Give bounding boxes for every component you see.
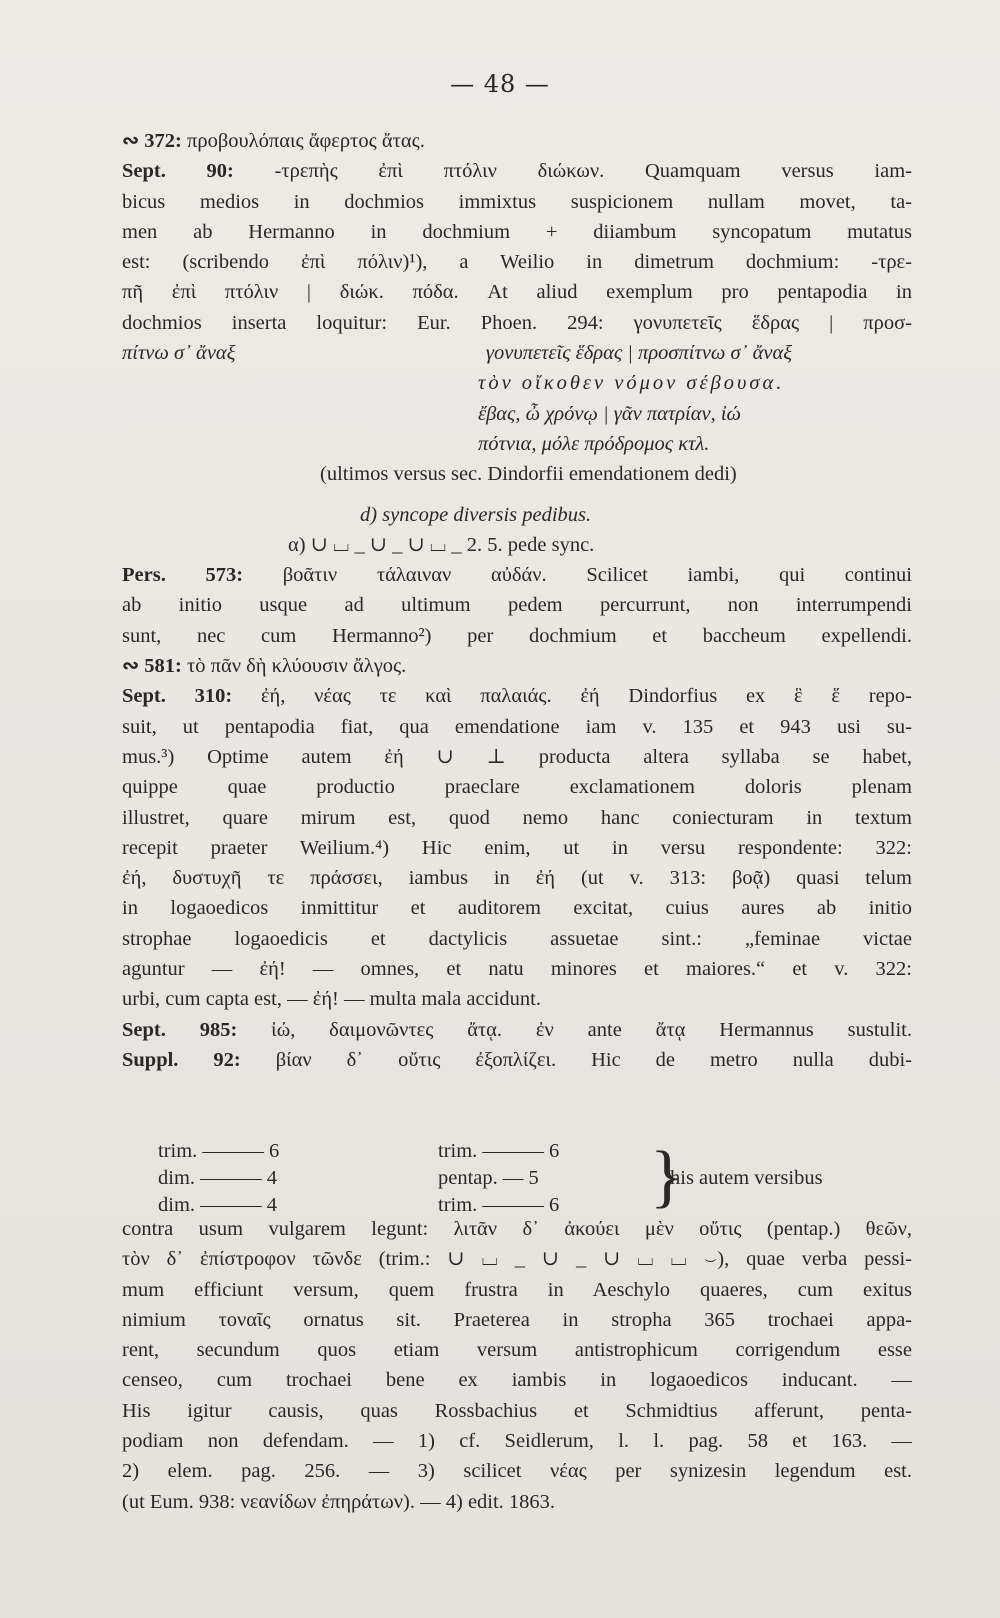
text-line: πῆ ἐπὶ πτόλιν | διώκ. πόδα. At aliud exemplum pro pentapodia in: [122, 281, 912, 304]
text-line: ab initio usque ad ultimum pedem percurrunt, non interrumpendi: [122, 594, 912, 617]
text-line: Sept. 985: ἰώ, δαιμονῶντες ἄτᾳ. ἐν ante ἄτᾳ Hermannus sustulit.: [122, 1018, 912, 1041]
text-line: Suppl. 92: βίαν δ᾽ οὔτις ἐξοπλίζει. Hic de metro nulla dubi-: [122, 1048, 912, 1071]
table-row: [158, 1138, 918, 1165]
text-line: πότνια, μόλε πρόδρομος κτλ.: [478, 432, 710, 455]
text-line: nimium τοναῖς ornatus sit. Praeterea in stropha 365 trochaei appa-: [122, 1308, 912, 1331]
text-line: urbi, cum capta est, — ἐή! — multa mala accidunt.: [122, 988, 541, 1011]
text-line: rent, secundum quos etiam versum antistrophicum corrigendum esse: [122, 1339, 912, 1362]
main-text: [122, 126, 912, 1075]
text-line: (ultimos versus sec. Dindorfii emendationem dedi): [320, 463, 737, 486]
text-line: contra usum vulgarem legunt: λιτᾶν δ᾽ ἀκούει μὲν οὔτις (pentap.) θεῶν,: [122, 1218, 912, 1240]
meter-table: [158, 1138, 918, 1219]
table-cell: pentap. — 5: [438, 1167, 539, 1189]
text-line: ∾ 581: τὸ πᾶν δὴ κλύουσιν ἄλγος.: [122, 655, 407, 678]
text-line: quippe quae productio praeclare exclamationem doloris plenam: [122, 776, 912, 799]
text-line: censeo, cum trochaei bene ex iambis in logaoedicos inducant. —: [122, 1369, 912, 1392]
text-line: suit, ut pentapodia fiat, qua emendatione iam v. 135 et 943 usi su-: [122, 715, 912, 738]
text-line: in logaoedicos inmittitur et auditorem excitat, cuius aures ab initio: [122, 897, 912, 920]
text-line: sunt, nec cum Hermanno²) per dochmium et baccheum expellendi.: [122, 624, 912, 647]
table-cell: dim. ——— 4: [158, 1194, 278, 1216]
text-line: recepit praeter Weilium.⁴) Hic enim, ut in versu respondente: 322:: [122, 836, 912, 859]
text-line: His igitur causis, quas Rossbachius et Schmidtius afferunt, penta-: [122, 1399, 912, 1422]
text-line: bicus medios in dochmios immixtus suspicionem nullam movet, ta-: [122, 190, 912, 213]
text-fragment: γονυπετεῖς ἕδρας | προσπίτνω σ᾽ ἄναξ: [485, 342, 792, 365]
text-line: (ut Eum. 938: νεανίδων ἐπηράτων). — 4) edit. 1863.: [122, 1490, 556, 1513]
citation-label: ∾ 581:: [122, 655, 182, 678]
text-line: men ab Hermanno in dochmium + diiambum syncopatum mutatus: [122, 220, 912, 243]
text-line: mum efficiunt versum, quem frustra in Aeschylo quaeres, cum exitus: [122, 1278, 912, 1301]
text-line: ∾ 372: προβουλόπαις ἄφερτος ἄτας.: [122, 130, 425, 152]
table-note: his autem versibus: [670, 1167, 823, 1189]
table-cell: trim. ——— 6: [438, 1194, 560, 1216]
citation-label: Pers. 573:: [122, 564, 244, 587]
page-number: — 48 —: [450, 70, 550, 98]
text-line: aguntur — ἐή! — omnes, et natu minores et maiores.“ et v. 322:: [122, 958, 912, 981]
text-line: mus.³) Optime autem ἐή ∪ ⊥ producta altera syllaba se habet,: [122, 745, 912, 768]
brace-icon: }: [650, 1138, 684, 1215]
text-line: Sept. 310: ἐή, νέας τε καὶ παλαιάς. ἐή Dindorfius ex ἓ ἕ repo-: [122, 685, 912, 708]
text-line: Pers. 573: βοᾶτιν τάλαιναν αὐδάν. Scilicet iambi, qui continui: [122, 564, 912, 587]
text-line: ἔβας, ὦ χρόνῳ | γᾶν πατρίαν, ἰώ: [478, 402, 741, 425]
text-line: Sept. 90: -τρεπὴς ἐπὶ πτόλιν διώκων. Quamquam versus iam-: [122, 160, 912, 183]
text-line: strophae logaoedicis et dactylicis assuetae sint.: „feminae victae: [122, 927, 912, 950]
table-cell: dim. ——— 4: [158, 1167, 278, 1189]
text-fragment: πίτνω σ᾽ ἄναξ: [122, 342, 236, 365]
text-line: 2) elem. pag. 256. — 3) scilicet νέας per synizesin legendum est.: [122, 1460, 912, 1483]
citation-label: Suppl. 92:: [122, 1048, 241, 1071]
text-line: dochmios inserta loquitur: Eur. Phoen. 294: γονυπετεῖς ἕδρας | προσ-: [122, 311, 912, 334]
text-line-split: [122, 338, 912, 368]
text-line: est: (scribendo ἐπὶ πόλιν)¹), a Weilio in dimetrum dochmium: -τρε-: [122, 251, 912, 274]
text-line: τὸν οἴκοθεν νόμον σέβουσα.: [478, 372, 785, 395]
table-cell: trim. ——— 6: [158, 1140, 280, 1162]
citation-label: Sept. 985:: [122, 1018, 238, 1041]
section-heading: d) syncope diversis pedibus.: [360, 503, 592, 526]
text-line: podiam non defendam. — 1) cf. Seidlerum, l. l. pag. 58 et 163. —: [122, 1430, 912, 1453]
text-line: τὸν δ᾽ ἐπίστροφον τῶνδε (trim.: ∪ ⌴ _ ∪ _ ∪ ⌴ ⌴ ⌣), quae verba pessi-: [122, 1248, 912, 1271]
main-text-continued: [122, 1214, 912, 1517]
text-line: ἐή, δυστυχῆ τε πράσσει, iambus in ἐή (ut v. 313: βοᾷ) quasi telum: [122, 867, 912, 890]
table-cell: trim. ——— 6: [438, 1140, 560, 1162]
citation-label: Sept. 310:: [122, 685, 233, 708]
text-line: illustret, quare mirum est, quod nemo hanc coniecturam in textum: [122, 806, 912, 829]
citation-label: Sept. 90:: [122, 160, 234, 183]
text-line: α) ∪ ⌴ _ ∪ _ ∪ ⌴ _ 2. 5. pede sync.: [288, 533, 595, 556]
citation-label: ∾ 372:: [122, 130, 182, 152]
